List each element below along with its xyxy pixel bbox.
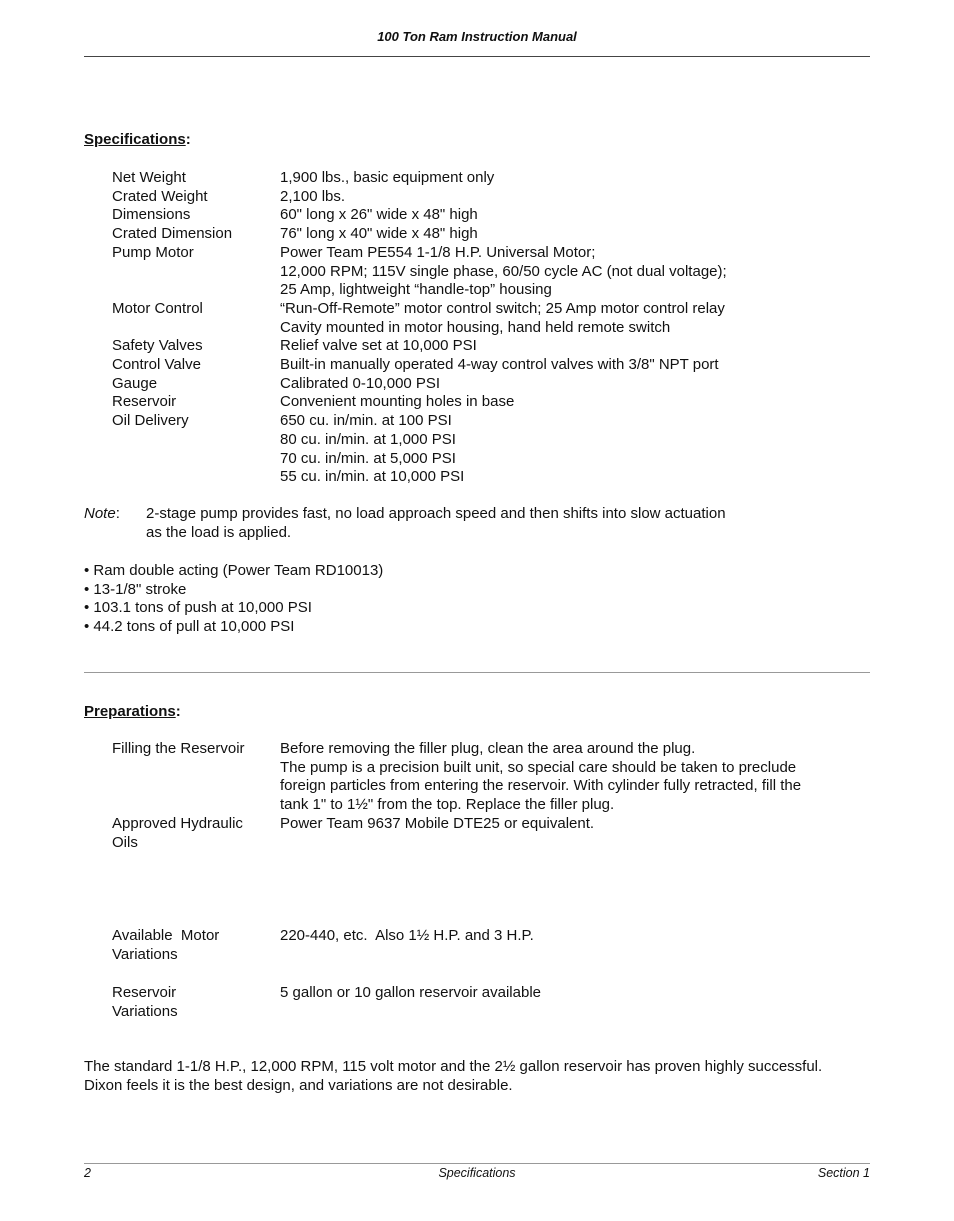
closing-paragraph	[84, 1057, 884, 1095]
spec-values	[280, 300, 812, 337]
spec-value-line: 70 cu. in/min. at 5,000 PSI	[280, 449, 456, 467]
spec-label: Safety Valves	[112, 337, 203, 355]
spec-values	[280, 375, 812, 394]
spec-row-reservoir	[112, 393, 812, 412]
footer-rule	[84, 1163, 870, 1164]
prep-values	[280, 927, 852, 964]
spec-values	[280, 169, 812, 188]
note-text	[146, 505, 726, 542]
spec-values	[280, 188, 812, 207]
spec-values	[280, 206, 812, 225]
prep-label-line: Reservoir	[112, 984, 177, 1001]
spec-row-net-weight	[112, 169, 812, 188]
specifications-heading-colon: :	[185, 131, 191, 148]
spec-row-control-valve	[112, 356, 812, 375]
note-line: 2-stage pump provides fast, no load approach speed and then shifts into slow actuation	[146, 505, 726, 522]
spec-label: Pump Motor	[112, 243, 194, 261]
spec-row-gauge	[112, 375, 812, 394]
spec-value-line: 76" long x 40" wide x 48" high	[280, 225, 478, 243]
note-label	[84, 505, 146, 542]
prep-value-line: tank 1" to 1½" from the top. Replace the filler plug.	[280, 796, 615, 814]
header-rule	[84, 56, 870, 57]
note-label-text: Note	[84, 505, 116, 522]
spec-value-line: Cavity mounted in motor housing, hand held remote switch	[280, 318, 671, 336]
prep-label	[112, 815, 280, 852]
section-divider	[84, 672, 870, 673]
prep-value-line: 5 gallon or 10 gallon reservoir available	[280, 984, 541, 1001]
closing-line: Dixon feels it is the best design, and variations are not desirable.	[84, 1077, 513, 1094]
specifications-heading	[84, 131, 191, 148]
prep-label-line: Approved Hydraulic	[112, 815, 243, 832]
closing-line: The standard 1-1/8 H.P., 12,000 RPM, 115 volt motor and the 2½ gallon reservoir has proven highly successful.	[84, 1058, 823, 1075]
prep-label-line: Variations	[112, 1002, 178, 1020]
prep-label	[112, 740, 280, 815]
prep-row-filling-reservoir	[112, 740, 852, 815]
prep-value-line: 220-440, etc. Also 1½ H.P. and 3 H.P.	[280, 927, 534, 944]
prep-label	[112, 984, 280, 1021]
preparations-heading	[84, 703, 181, 720]
spec-label: Oil Delivery	[112, 412, 189, 430]
spec-values	[280, 225, 812, 244]
prep-row-approved-oils	[112, 815, 852, 852]
note	[84, 505, 784, 542]
footer-section-number: Section 1	[817, 1166, 870, 1180]
prep-value-line: foreign particles from entering the reservoir. With cylinder fully retracted, fill the	[280, 777, 802, 795]
spec-label: Control Valve	[112, 356, 201, 374]
spec-row-crated-dimension	[112, 225, 812, 244]
prep-value-line: Power Team 9637 Mobile DTE25 or equivalent.	[280, 815, 595, 832]
spec-row-crated-weight	[112, 188, 812, 207]
spec-value-line: Power Team PE554 1-1/8 H.P. Universal Motor;	[280, 243, 596, 261]
spec-value-line: Built-in manually operated 4-way control valves with 3/8" NPT port	[280, 356, 719, 374]
spec-row-safety-valves	[112, 337, 812, 356]
prep-values	[280, 984, 852, 1021]
spec-value-line: 650 cu. in/min. at 100 PSI	[280, 412, 452, 430]
spec-value-line: 2,100 lbs.	[280, 187, 346, 205]
spec-value-line: 12,000 RPM; 115V single phase, 60/50 cycle AC (not dual voltage);	[280, 262, 727, 280]
prep-value-line: The pump is a precision built unit, so special care should be taken to preclude	[280, 758, 797, 776]
spec-value-line: Relief valve set at 10,000 PSI	[280, 337, 477, 355]
prep-values	[280, 740, 852, 815]
spec-value-line: 25 Amp, lightweight “handle-top” housing	[280, 281, 552, 299]
spec-value-line: Calibrated 0-10,000 PSI	[280, 374, 441, 392]
list-item: • Ram double acting (Power Team RD10013)	[84, 562, 384, 579]
spec-row-pump-motor	[112, 244, 812, 300]
prep-value-line: Before removing the filler plug, clean the area around the plug.	[280, 740, 696, 757]
preparations-heading-text: Preparations	[84, 703, 176, 720]
spec-label: Reservoir	[112, 393, 177, 411]
prep-label-line: Filling the Reservoir	[112, 740, 245, 757]
list-item: • 103.1 tons of push at 10,000 PSI	[84, 599, 312, 617]
prep-row-reservoir-variations	[112, 984, 852, 1021]
spec-value-line: 60" long x 26" wide x 48" high	[280, 206, 478, 224]
prep-label	[112, 927, 280, 964]
spec-row-oil-delivery	[112, 412, 812, 487]
ram-features-list	[84, 562, 383, 637]
note-label-colon: :	[115, 505, 120, 522]
spec-label: Motor Control	[112, 299, 203, 317]
prep-label-line: Oils	[112, 833, 138, 851]
spec-label: Dimensions	[112, 206, 191, 224]
spec-label: Crated Dimension	[112, 225, 233, 243]
spec-label: Net Weight	[112, 169, 186, 186]
spec-value-line: 1,900 lbs., basic equipment only	[280, 169, 495, 186]
page-number: 2	[84, 1166, 91, 1180]
prep-row-motor-variations	[112, 927, 852, 964]
prep-values	[280, 815, 852, 852]
spec-value-line: Convenient mounting holes in base	[280, 393, 515, 411]
prep-label-line: Available Motor	[112, 927, 220, 944]
spec-value-line: “Run-Off-Remote” motor control switch; 25 Amp motor control relay	[280, 299, 725, 317]
spec-values	[280, 337, 812, 356]
spec-label: Crated Weight	[112, 187, 208, 205]
spec-value-line: 55 cu. in/min. at 10,000 PSI	[280, 468, 465, 486]
list-item: • 44.2 tons of pull at 10,000 PSI	[84, 618, 295, 636]
spec-values	[280, 244, 812, 300]
spec-values	[280, 356, 812, 375]
spec-label: Gauge	[112, 374, 158, 392]
footer-section-title: Specifications	[438, 1166, 516, 1180]
specifications-heading-text: Specifications	[84, 131, 186, 148]
list-item: • 13-1/8" stroke	[84, 580, 187, 598]
spec-value-line: 80 cu. in/min. at 1,000 PSI	[280, 430, 456, 448]
specifications-table	[112, 169, 812, 487]
spec-values	[280, 412, 812, 487]
note-line: as the load is applied.	[146, 523, 292, 541]
spec-values	[280, 393, 812, 412]
prep-label-line: Variations	[112, 945, 178, 963]
spec-row-motor-control	[112, 300, 812, 337]
running-header: 100 Ton Ram Instruction Manual	[377, 29, 577, 44]
preparations-heading-colon: :	[175, 703, 181, 720]
spec-row-dimensions	[112, 206, 812, 225]
